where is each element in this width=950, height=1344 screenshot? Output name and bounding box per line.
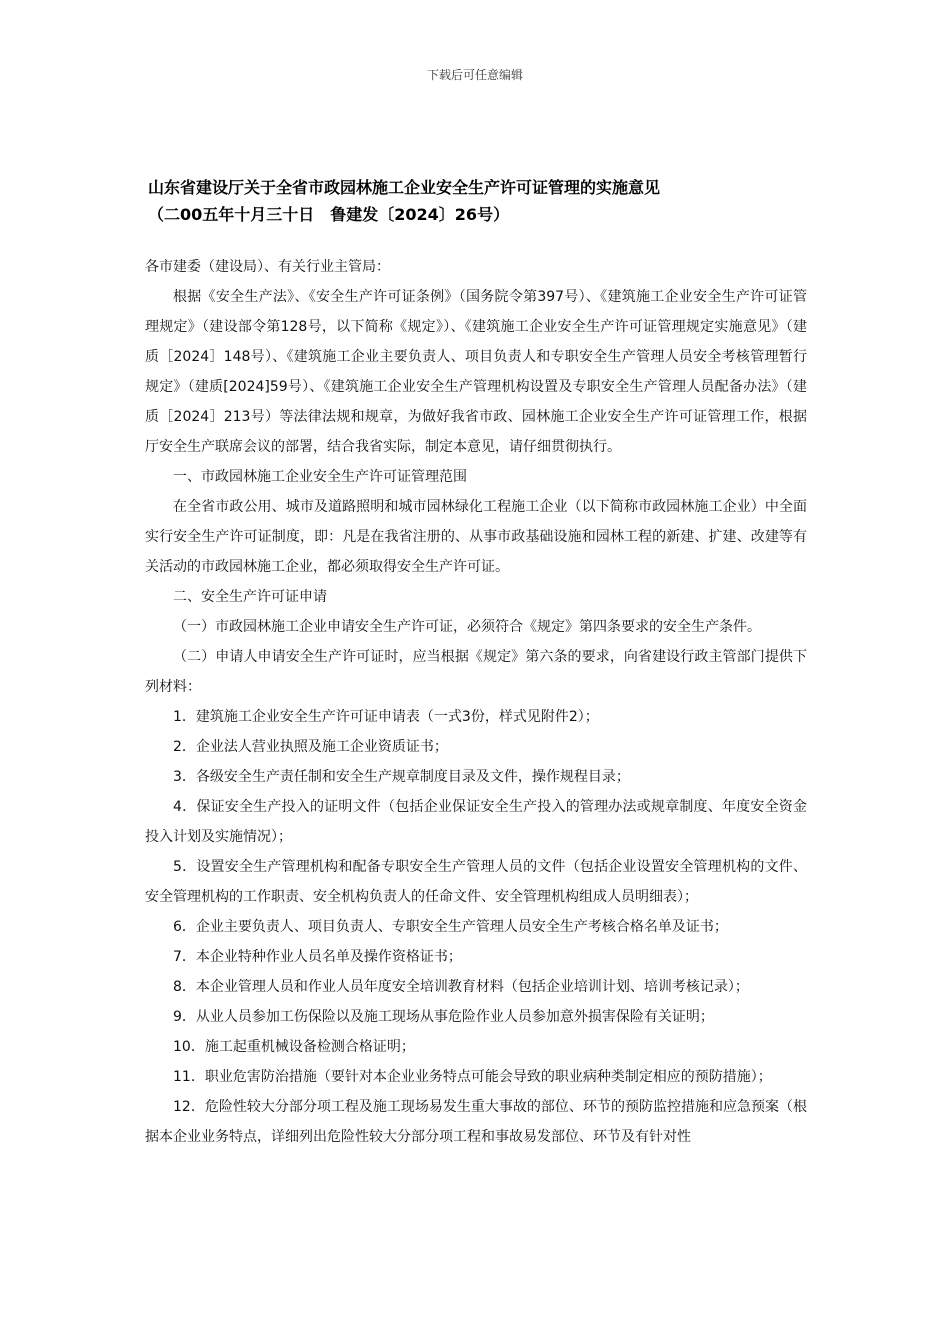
list-item: 3．各级安全生产责任制和安全生产规章制度目录及文件，操作规程目录； xyxy=(173,769,630,785)
list-item: 2．企业法人营业执照及施工企业资质证书； xyxy=(173,739,448,755)
list-item: 8．本企业管理人员和作业人员年度安全培训教育材料（包括企业培训计划、培训考核记录）； xyxy=(173,979,749,995)
title-line-1: 山东省建设厅关于全省市政园林施工企业安全生产许可证管理的实施意见 xyxy=(148,178,661,197)
header-note: 下载后可任意编辑 xyxy=(426,68,523,82)
list-item: 11．职业危害防治措施（要针对本企业业务特点可能会导致的职业病种类制定相应的预防措施）； xyxy=(173,1069,772,1085)
list-item: 12．危险性较大分部分项工程及施工现场易发生重大事故的部位、环节的预防监控措施和应急预案（根据本企业业务特点，详细列出危险性较大分部分项工程和事故易发部位、环节及有针对性 xyxy=(145,1099,807,1145)
list-item: 10．施工起重机械设备检测合格证明； xyxy=(173,1039,415,1055)
list-item: 7．本企业特种作业人员名单及操作资格证书； xyxy=(173,949,462,965)
intro-paragraph: 根据《安全生产法》、《安全生产许可证条例》（国务院令第397号）、《建筑施工企业安全生产许可证管理规定》（建设部令第128号，以下简称《规定》）、《建筑施工企业安全生产许可证管理规定实施意见》（建质［2024］148号）、《建筑施工企业主要负责人、项目负责人和专职安全生产管理人员安全考核管理暂行规定》（建质[2024]59号）、《建筑施工企业安全生产管理机构设置及专职安全生产管理人员配备办法》（建质［2024］213号）等法律法规和规章，为做好我省市政、园林施工企业安全生产许可证管理工作，根据厅安全生产联席会议的部署，结合我省实际，制定本意见，请仔细贯彻执行。 xyxy=(145,289,807,455)
salutation: 各市建委（建设局）、有关行业主管局： xyxy=(145,259,390,275)
subsection-item: （一）市政园林施工企业申请安全生产许可证，必须符合《规定》第四条要求的安全生产条件。 xyxy=(173,619,761,635)
section-heading-1: 一、市政园林施工企业安全生产许可证管理范围 xyxy=(173,469,467,485)
document-title xyxy=(148,174,808,228)
list-item: 1．建筑施工企业安全生产许可证申请表（一式3份，样式见附件2）； xyxy=(173,709,599,725)
list-item: 5．设置安全生产管理机构和配备专职安全生产管理人员的文件（包括企业设置安全管理机构的文件、安全管理机构的工作职责、安全机构负责人的任命文件、安全管理机构组成人员明细表）； xyxy=(145,859,807,905)
list-item: 4．保证安全生产投入的证明文件（包括企业保证安全生产投入的管理办法或规章制度、年度安全资金投入计划及实施情况）； xyxy=(145,799,807,845)
list-item: 9．从业人员参加工伤保险以及施工现场从事危险作业人员参加意外损害保险有关证明； xyxy=(173,1009,714,1025)
document-body xyxy=(145,252,807,1152)
list-item: 6．企业主要负责人、项目负责人、专职安全生产管理人员安全生产考核合格名单及证书； xyxy=(173,919,728,935)
title-line-2: （二00五年十月三十日 鲁建发〔2024〕26号） xyxy=(148,205,510,224)
section-heading-2: 二、安全生产许可证申请 xyxy=(173,589,327,605)
subsection-item: （二）申请人申请安全生产许可证时，应当根据《规定》第六条的要求，向省建设行政主管部门提供下列材料： xyxy=(145,649,807,695)
section-paragraph: 在全省市政公用、城市及道路照明和城市园林绿化工程施工企业（以下简称市政园林施工企业）中全面实行安全生产许可证制度，即：凡是在我省注册的、从事市政基础设施和园林工程的新建、扩建、改建等有关活动的市政园林施工企业，都必须取得安全生产许可证。 xyxy=(145,499,807,575)
